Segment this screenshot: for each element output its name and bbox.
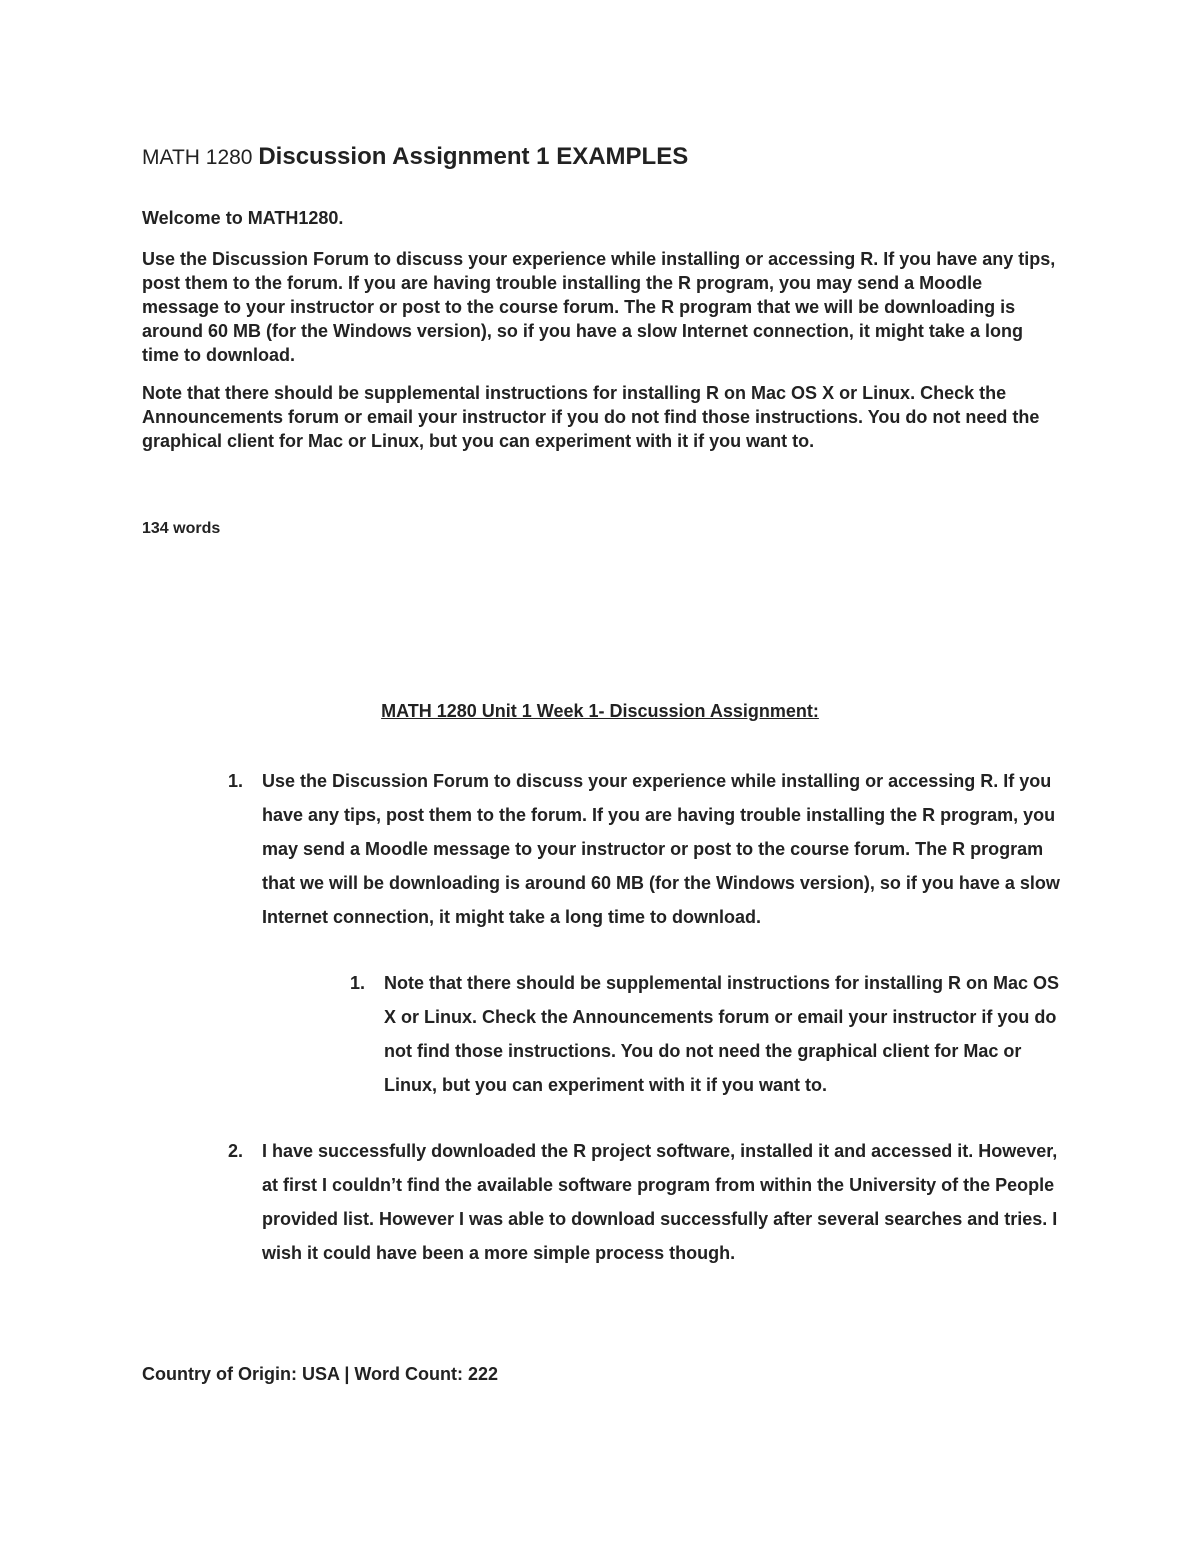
welcome-line: Welcome to MATH1280. <box>142 208 344 228</box>
title-prefix: MATH 1280 <box>142 146 253 169</box>
intro-paragraph: Use the Discussion Forum to discuss your experience while installing or accessing R. If you have any tips, post them to the forum. If you are having trouble installing the R program, you may send a Moodle message to your instructor or post to the course forum. The R program that we will be downloading is around 60 MB (for the Windows version), so if you have a slow Internet connection, it might take a long time to download. <box>142 249 1056 365</box>
note-paragraph: Note that there should be supplemental instructions for installing R on Mac OS X or Linux. Check the Announcements forum or email your instructor if you do not find those instructions. You do not need the graphical client for Mac or Linux, but you can experiment with it if you want to. <box>142 383 1040 451</box>
document-title <box>142 143 688 171</box>
list-item-number: 2. <box>228 1141 244 1161</box>
list-item: I have successfully downloaded the R project software, installed it and accessed it. However, at first I couldn’t find the available software program from within the University of the People provided list. However I was able to download successfully after several searches and tries. I wish it could have been a more simple process though. <box>262 1141 1058 1263</box>
sub-list-item-number: 1. <box>350 973 366 993</box>
sub-list-item: Note that there should be supplemental instructions for installing R on Mac OS X or Linux. Check the Announcements forum or email your instructor if you do not find those instructions. You do not need the graphical client for Mac or Linux, but you can experiment with it if you want to. <box>384 973 1060 1095</box>
list-item-number: 1. <box>228 771 244 791</box>
title-main: Discussion Assignment 1 EXAMPLES <box>258 143 689 170</box>
list-item: Use the Discussion Forum to discuss your experience while installing or accessing R. If you have any tips, post them to the forum. If you are having trouble installing the R program, you may send a Moodle message to your instructor or post to the course forum. The R program that we will be downloading is around 60 MB (for the Windows version), so if you have a slow Internet connection, it might take a long time to download. <box>262 771 1060 927</box>
footer-info: Country of Origin: USA | Word Count: 222 <box>142 1364 499 1384</box>
section-heading: MATH 1280 Unit 1 Week 1- Discussion Assignment: <box>381 701 819 721</box>
word-count: 134 words <box>142 520 221 537</box>
